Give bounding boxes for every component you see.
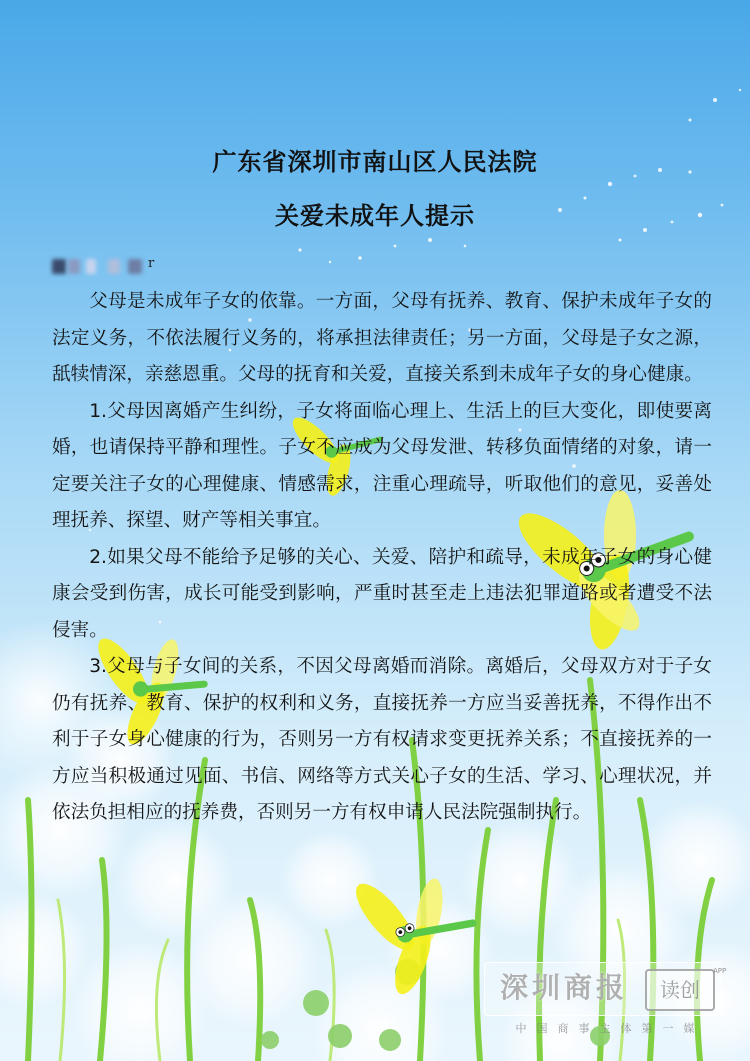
redaction-block xyxy=(52,259,66,274)
paragraph-item-1: 1.父母因离婚产生纠纷，子女将面临心理上、生活上的巨大变化，即使要离婚，也请保持平静和理性。子女不应成为父母发泄、转移负面情绪的对象，请一定要关注子女的心理健康、情感需求，注重心理疏导，听取他们的意见，妥善处理抚养、探望、财产等相关事宜。 xyxy=(52,400,712,531)
paragraph-intro: 父母是未成年子女的依靠。一方面，父母有抚养、教育、保护未成年子女的法定义务，不依法履行义务的，将承担法律责任；另一方面，父母是子女之源，舐犊情深，亲慈恩重。父母的抚育和关爱，直接关系到未成年子女的身心健康。 xyxy=(52,291,712,385)
document-title: 广东省深圳市南山区人民法院 xyxy=(212,147,538,176)
watermark-brand: 深圳商报 xyxy=(499,971,628,1004)
paragraph-item-3: 3.父母与子女间的关系，不因父母离婚而消除。离婚后，父母双方对于子女仍有抚养、教育、保护的权利和义务，直接抚养一方应当妥善抚养，不得作出不利于子女身心健康的行为，否则另一方有权请求变更抚养关系；不直接抚养的一方应当积极通过见面、书信、网络等方式关心子女的生活、学习、心理状况，并依法负担相应的抚养费，否则另一方有权申请人民法院强制执行。 xyxy=(52,656,712,823)
redaction-block xyxy=(128,259,142,274)
document-subtitle: 关爱未成年人提示 xyxy=(275,201,475,230)
redaction-block xyxy=(68,259,80,274)
salutation-redacted xyxy=(52,256,162,276)
redaction-block xyxy=(86,259,96,274)
redaction-block xyxy=(108,259,120,274)
watermark-app-badge: 读创 xyxy=(645,969,715,1011)
watermark-slogan: 中国商事主体第一媒 xyxy=(515,1022,705,1035)
paragraph-item-2: 2.如果父母不能给予足够的关心、关爱、陪护和疏导，未成年子女的身心健康会受到伤害，成长可能受到影响，严重时甚至走上违法犯罪道路或者遭受不法侵害。 xyxy=(52,546,712,641)
salutation-punctuation: r xyxy=(148,256,155,271)
publisher-watermark xyxy=(484,962,727,1016)
notice-body xyxy=(52,284,712,832)
watermark-app-label: APP xyxy=(713,967,727,975)
